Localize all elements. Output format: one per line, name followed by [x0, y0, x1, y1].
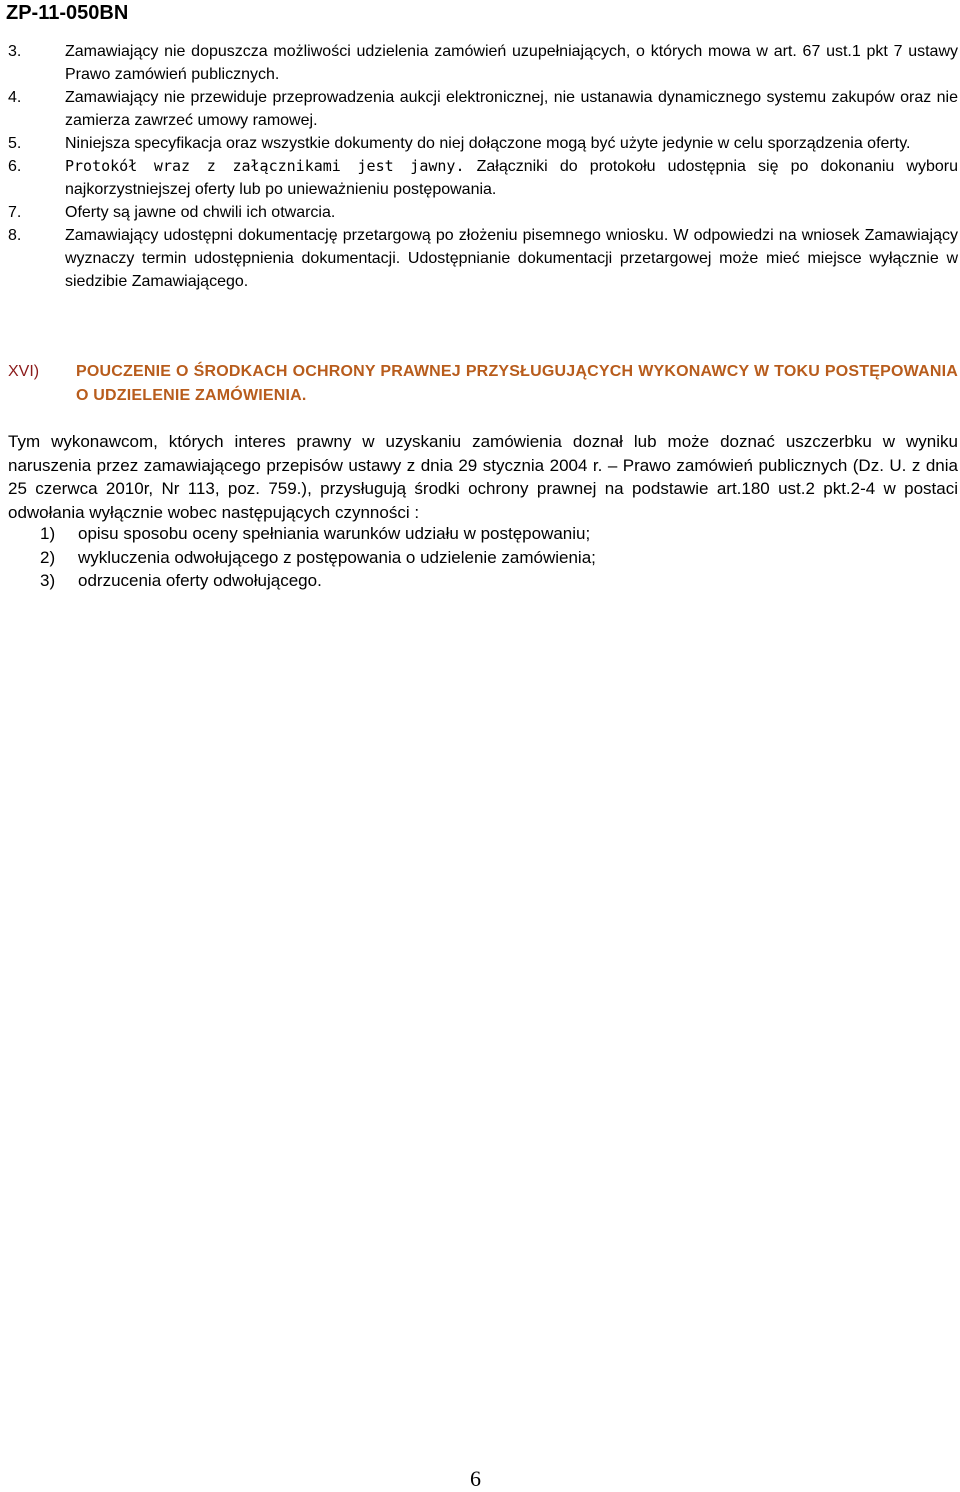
section-title: POUCZENIE O ŚRODKACH OCHRONY PRAWNEJ PRZYSŁUGUJĄCYCH WYKONAWCY W TOKU POSTĘPOWANIA O UDZIELENIE ZAMÓWIENIA.: [76, 363, 958, 404]
sub-list-number: 3): [40, 571, 56, 590]
sub-list-number: 2): [40, 547, 56, 567]
list-number: 6.: [8, 158, 22, 175]
list-text: Niniejsza specyfikacja oraz wszystkie dokumenty do niej dołączone mogą być użyte jedynie w celu sporządzenia oferty.: [65, 135, 911, 152]
list-text: Zamawiający nie przewiduje przeprowadzenia aukcji elektronicznej, nie ustanawia dynamicznego systemu zakupów oraz nie zamierza zawrzeć umowy ramowej.: [65, 89, 958, 129]
list-text-part: Protokół wraz z załącznikami jest jawny.: [65, 157, 465, 175]
document-id: ZP-11-050BN: [6, 2, 129, 24]
sub-list: [40, 522, 596, 593]
sub-list-text: odrzucenia oferty odwołującego.: [78, 571, 322, 590]
list-number: 4.: [8, 89, 22, 106]
section-number: XVI): [8, 363, 40, 380]
sub-list-item: [40, 546, 596, 570]
list-number: 3.: [8, 43, 22, 60]
list-text: Zamawiający nie dopuszcza możliwości udzielenia zamówień uzupełniających, o których mowa w art. 67 ust.1 pkt 7 ustawy Prawo zamówień publicznych.: [65, 43, 958, 83]
list-number: 5.: [8, 135, 22, 152]
list-number: 7.: [8, 204, 22, 221]
list-item-5: [8, 132, 958, 155]
list-text: [65, 155, 958, 201]
list-item-7: [8, 201, 958, 224]
sub-list-item: [40, 569, 596, 593]
sub-list-text: opisu sposobu oceny spełniania warunków udziału w postępowaniu;: [78, 524, 591, 543]
list-item-4: [8, 86, 958, 132]
numbered-list: [8, 40, 958, 293]
list-item-6: [8, 155, 958, 201]
list-number: 8.: [8, 227, 22, 244]
body-paragraph: Tym wykonawcom, których interes prawny w uzyskaniu zamówienia doznał lub może doznać uszczerbku w wyniku naruszenia przez zamawiającego przepisów ustawy z dnia 29 stycznia 2004 r. – Prawo zamówień publicznych (Dz. U. z dnia 25 czerwca 2010r, Nr 113, poz. 759.), przysługują środki ochrony prawnej na podstawie art.180 ust.2 pkt.2-4 w postaci odwołania wyłącznie wobec następujących czynności :: [8, 432, 958, 522]
section-heading: [8, 360, 958, 408]
list-text-part: Załączniki do protokołu udostępnia się po dokonaniu wyboru najkorzystniejszej oferty lub po unieważnieniu postępowania.: [65, 158, 958, 198]
list-item-3: [8, 40, 958, 86]
sub-list-item: [40, 522, 596, 546]
list-text: Zamawiający udostępni dokumentację przetargową po złożeniu pisemnego wniosku. W odpowiedzi na wniosek Zamawiający wyznaczy termin udostępnienia dokumentacji. Udostępnianie dokumentacji przetargowej może mieć miejsce wyłącznie w siedzibie Zamawiającego.: [65, 227, 958, 290]
list-text: Oferty są jawne od chwili ich otwarcia.: [65, 204, 336, 221]
sub-list-text: wykluczenia odwołującego z postępowania o udzielenie zamówienia;: [78, 547, 596, 567]
list-item-8: [8, 224, 958, 293]
sub-list-number: 1): [40, 524, 56, 543]
page-number: 6: [470, 1466, 481, 1491]
